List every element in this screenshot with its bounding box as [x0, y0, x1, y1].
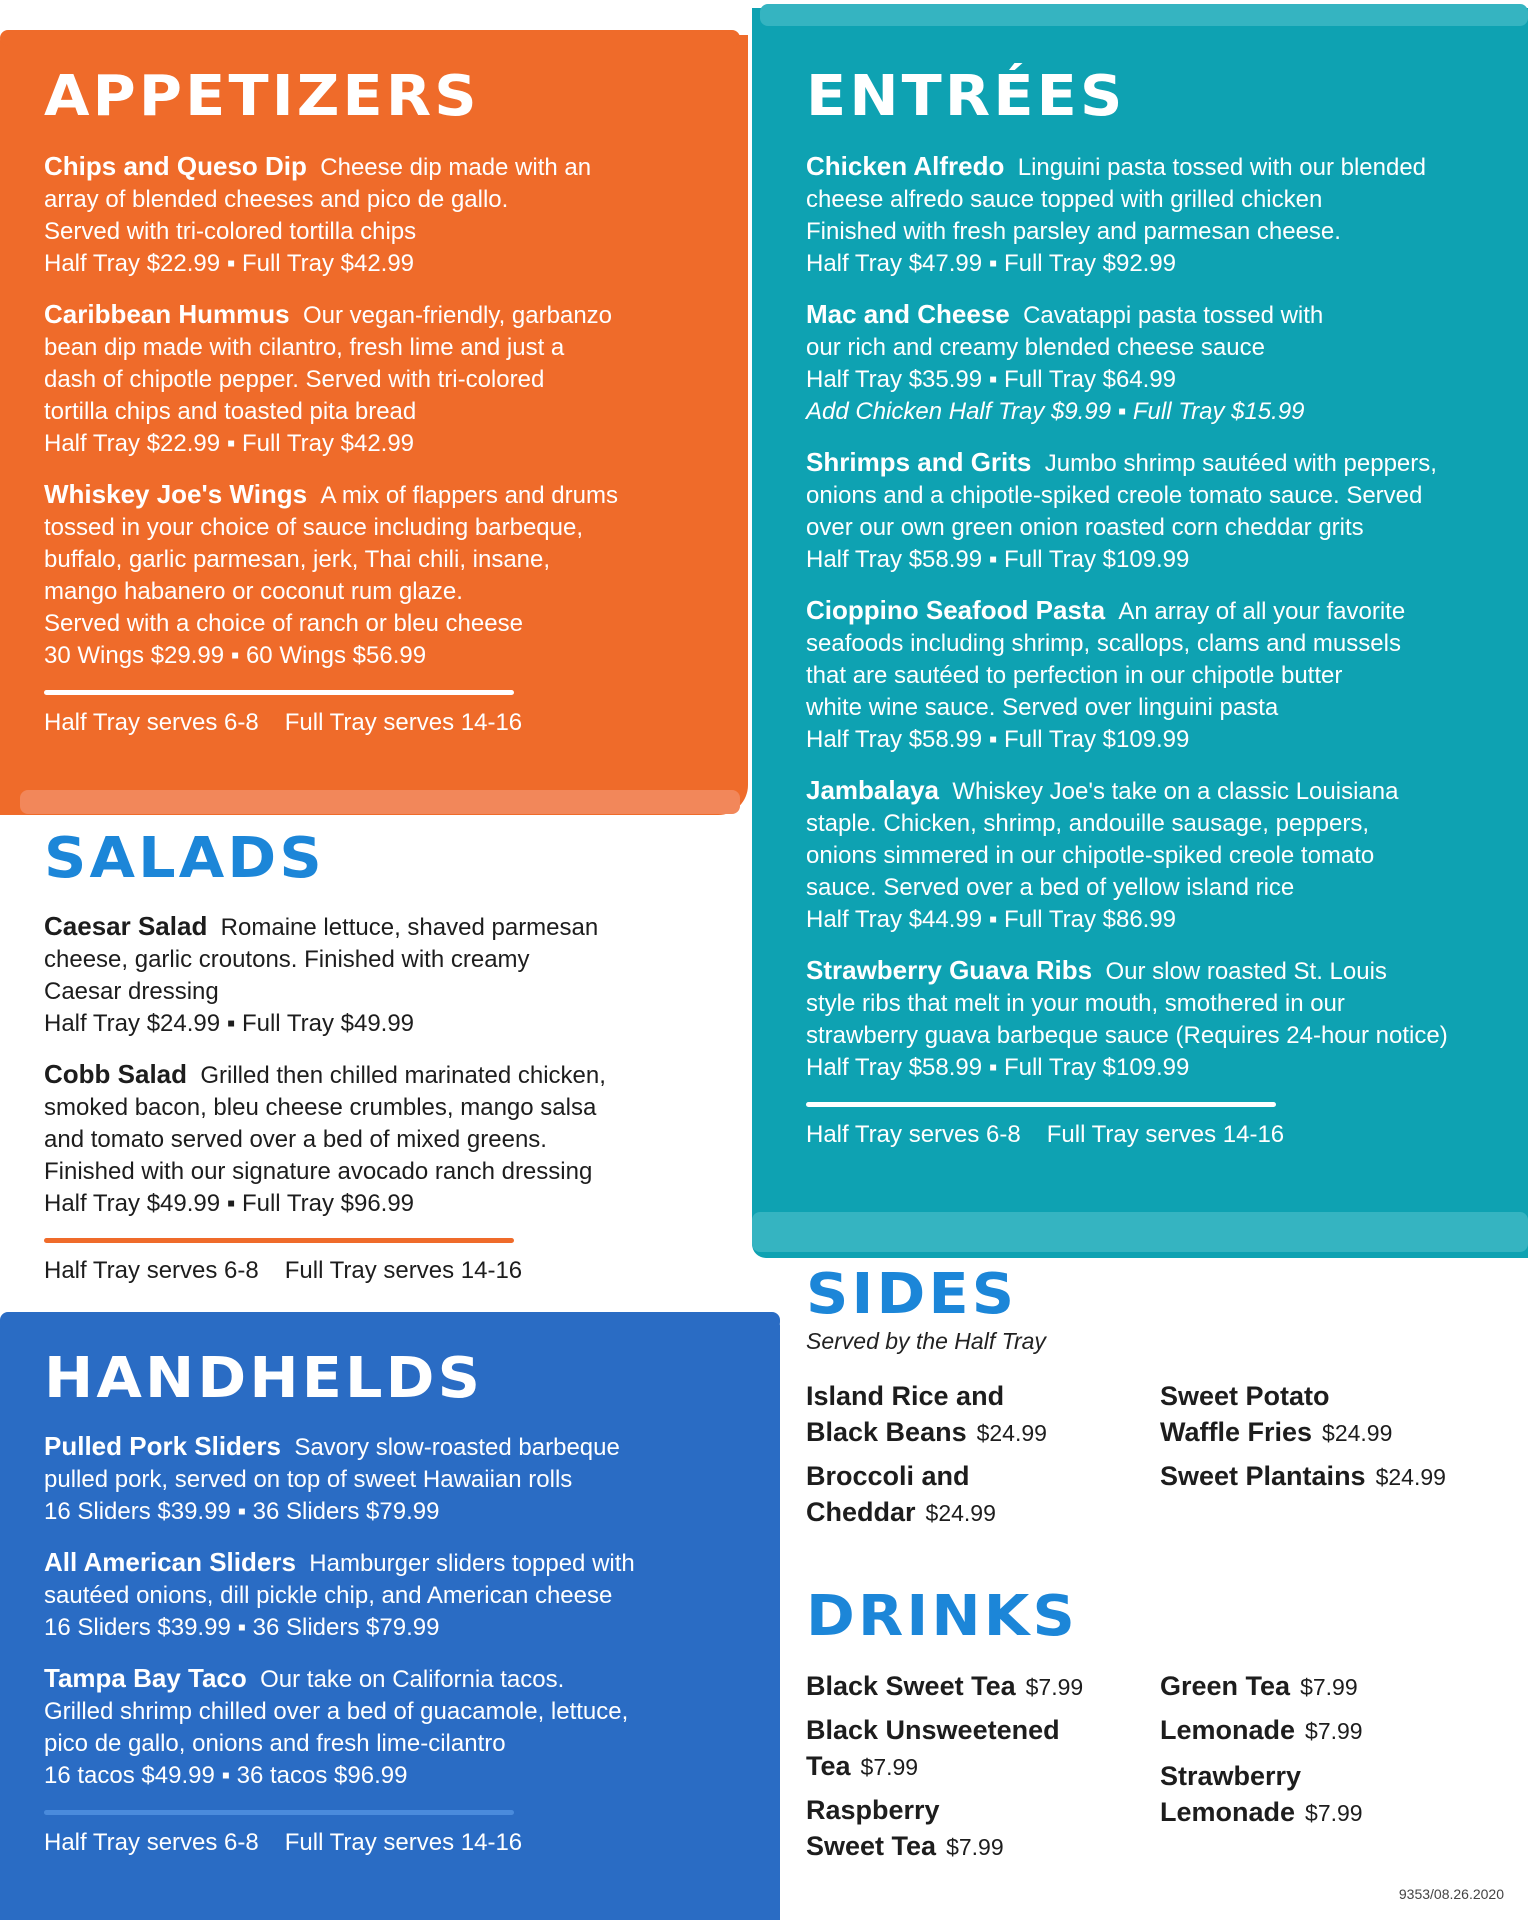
serves-half: Half Tray serves 6-8 [44, 1257, 259, 1284]
side-name: Sweet Potato [1160, 1381, 1330, 1411]
side-price: $24.99 [976, 1420, 1047, 1446]
item-price: 16 Sliders $39.99 ▪ 36 Sliders $79.99 [44, 1498, 440, 1525]
menu-item [806, 150, 1506, 280]
item-desc: Served with a choice of ranch or bleu cheese [44, 610, 523, 637]
menu-item [806, 446, 1506, 576]
item-desc: Cheese dip made with an [320, 154, 592, 181]
item-price: 30 Wings $29.99 ▪ 60 Wings $56.99 [44, 642, 427, 669]
item-name: Caribbean Hummus [44, 299, 290, 329]
item-price: 16 Sliders $39.99 ▪ 36 Sliders $79.99 [44, 1614, 440, 1641]
serves-note [806, 1121, 1506, 1149]
sides-heading: SIDES [806, 1262, 1018, 1327]
side-item [806, 1458, 996, 1531]
brush-edge [20, 790, 740, 814]
item-price: Half Tray $22.99 ▪ Full Tray $42.99 [44, 250, 415, 277]
serves-full: Full Tray serves 14-16 [284, 1829, 523, 1856]
drink-name: Lemonade [1160, 1797, 1296, 1827]
item-desc: Romaine lettuce, shaved parmesan [220, 914, 599, 941]
side-name: Cheddar [806, 1497, 916, 1527]
drinks-heading: DRINKS [806, 1584, 1078, 1649]
serves-note [44, 709, 724, 737]
item-name: Whiskey Joe's Wings [44, 479, 308, 509]
item-desc: Finished with our signature avocado ranch dressing [44, 1158, 593, 1185]
item-name: Cobb Salad [44, 1059, 188, 1089]
side-name: Island Rice and [806, 1381, 1005, 1411]
drink-price: $7.99 [860, 1754, 919, 1780]
item-desc: Cavatappi pasta tossed with [1023, 302, 1324, 329]
item-desc: our rich and creamy blended cheese sauce [806, 334, 1265, 361]
item-name: Caesar Salad [44, 911, 208, 941]
menu-item [44, 1430, 754, 1528]
brush-edge [760, 4, 1528, 26]
item-desc: that are sautéed to perfection in our chipotle butter [806, 662, 1343, 689]
item-name: Mac and Cheese [806, 299, 1010, 329]
drink-item [1160, 1758, 1363, 1831]
item-desc: A mix of flappers and drums [320, 482, 618, 509]
menu-item [44, 298, 724, 460]
brush-edge [0, 1312, 780, 1330]
drink-item [806, 1712, 1060, 1785]
item-name: Shrimps and Grits [806, 447, 1032, 477]
serves-full: Full Tray serves 14-16 [284, 709, 523, 736]
item-name: Strawberry Guava Ribs [806, 955, 1093, 985]
item-price: Half Tray $49.99 ▪ Full Tray $96.99 [44, 1190, 415, 1217]
item-desc: Our take on California tacos. [260, 1666, 565, 1693]
item-desc: cheese, garlic croutons. Finished with creamy [44, 946, 530, 973]
drink-name: Strawberry [1160, 1761, 1302, 1791]
item-desc: Jumbo shrimp sautéed with peppers, [1044, 450, 1437, 477]
item-desc: pulled pork, served on top of sweet Hawaiian rolls [44, 1466, 573, 1493]
drink-name: Black Sweet Tea [806, 1671, 1016, 1701]
item-name: Tampa Bay Taco [44, 1663, 247, 1693]
item-desc: sautéed onions, dill pickle chip, and American cheese [44, 1582, 613, 1609]
drink-name: Raspberry [806, 1795, 940, 1825]
serves-half: Half Tray serves 6-8 [44, 709, 259, 736]
item-desc: Savory slow-roasted barbeque [294, 1434, 620, 1461]
item-price: Half Tray $22.99 ▪ Full Tray $42.99 [44, 430, 415, 457]
item-desc: tossed in your choice of sauce including barbeque, [44, 514, 584, 541]
item-desc: cheese alfredo sauce topped with grilled chicken [806, 186, 1323, 213]
item-desc: Our slow roasted St. Louis [1105, 958, 1387, 985]
menu-item [806, 774, 1506, 936]
item-desc: staple. Chicken, shrimp, andouille sausage, peppers, [806, 810, 1369, 837]
divider [44, 690, 514, 695]
item-price: Half Tray $44.99 ▪ Full Tray $86.99 [806, 906, 1177, 933]
item-desc: onions simmered in our chipotle-spiked creole tomato [806, 842, 1375, 869]
item-desc: bean dip made with cilantro, fresh lime and just a [44, 334, 565, 361]
item-price: 16 tacos $49.99 ▪ 36 tacos $96.99 [44, 1762, 408, 1789]
item-desc: Caesar dressing [44, 978, 219, 1005]
item-desc: style ribs that melt in your mouth, smothered in our [806, 990, 1345, 1017]
salads-section [44, 910, 724, 1285]
item-desc: over our own green onion roasted corn cheddar grits [806, 514, 1364, 541]
item-desc: tortilla chips and toasted pita bread [44, 398, 417, 425]
menu-item [44, 1546, 754, 1644]
sides-subtitle: Served by the Half Tray [806, 1328, 1046, 1354]
side-price: $24.99 [925, 1500, 996, 1526]
item-name: Chips and Queso Dip [44, 151, 307, 181]
item-desc: Grilled then chilled marinated chicken, [200, 1062, 606, 1089]
item-desc: Whiskey Joe's take on a classic Louisiana [952, 778, 1399, 805]
side-item [806, 1378, 1047, 1451]
item-desc: smoked bacon, bleu cheese crumbles, mango salsa [44, 1094, 597, 1121]
item-desc: dash of chipotle pepper. Served with tri-colored [44, 366, 545, 393]
item-name: Jambalaya [806, 775, 939, 805]
entrees-heading: ENTRÉES [806, 64, 1126, 129]
divider [806, 1102, 1276, 1107]
serves-full: Full Tray serves 14-16 [1046, 1121, 1285, 1148]
item-desc: Our vegan-friendly, garbanzo [302, 302, 613, 329]
item-desc: white wine sauce. Served over linguini pasta [806, 694, 1279, 721]
drink-name: Tea [806, 1751, 851, 1781]
serves-note [44, 1257, 724, 1285]
salads-heading: SALADS [44, 826, 325, 891]
side-name: Sweet Plantains [1160, 1461, 1366, 1491]
serves-half: Half Tray serves 6-8 [44, 1829, 259, 1856]
item-desc: Served with tri-colored tortilla chips [44, 218, 417, 245]
serves-half: Half Tray serves 6-8 [806, 1121, 1021, 1148]
brush-edge [752, 1212, 1528, 1252]
menu-item [44, 1662, 754, 1792]
side-name: Broccoli and [806, 1461, 970, 1491]
item-desc: An array of all your favorite [1118, 598, 1406, 625]
menu-item [44, 150, 724, 280]
drink-price: $7.99 [1025, 1674, 1084, 1700]
handhelds-section [44, 1430, 754, 1857]
menu-item [806, 594, 1506, 756]
side-item [1160, 1378, 1392, 1451]
menu-item [806, 298, 1506, 428]
drink-price: $7.99 [1305, 1800, 1363, 1826]
item-name: All American Sliders [44, 1547, 296, 1577]
item-desc: onions and a chipotle-spiked creole tomato sauce. Served [806, 482, 1423, 509]
item-desc: buffalo, garlic parmesan, jerk, Thai chili, insane, [44, 546, 551, 573]
menu-item [806, 954, 1506, 1084]
serves-note [44, 1829, 754, 1857]
drink-name: Lemonade [1160, 1715, 1296, 1745]
side-price: $24.99 [1322, 1420, 1393, 1446]
item-name: Chicken Alfredo [806, 151, 1005, 181]
item-price: Half Tray $58.99 ▪ Full Tray $109.99 [806, 726, 1190, 753]
item-desc: Hamburger sliders topped with [309, 1550, 635, 1577]
drink-item [806, 1668, 1083, 1705]
item-desc: seafoods including shrimp, scallops, clams and mussels [806, 630, 1401, 657]
drink-name: Green Tea [1160, 1671, 1291, 1701]
item-name: Pulled Pork Sliders [44, 1431, 281, 1461]
item-desc: Finished with fresh parsley and parmesan cheese. [806, 218, 1341, 245]
side-price: $24.99 [1375, 1464, 1446, 1490]
item-desc: pico de gallo, onions and fresh lime-cilantro [44, 1730, 506, 1757]
item-desc: and tomato served over a bed of mixed greens. [44, 1126, 547, 1153]
side-item [1160, 1458, 1446, 1495]
print-code: 9353/08.26.2020 [1398, 1886, 1504, 1902]
drink-price: $7.99 [946, 1834, 1004, 1860]
appetizers-section [44, 150, 724, 737]
item-price: Half Tray $35.99 ▪ Full Tray $64.99 [806, 366, 1177, 393]
item-desc: sauce. Served over a bed of yellow island rice [806, 874, 1295, 901]
drink-price: $7.99 [1305, 1718, 1363, 1744]
item-name: Cioppino Seafood Pasta [806, 595, 1106, 625]
item-price: Half Tray $24.99 ▪ Full Tray $49.99 [44, 1010, 415, 1037]
divider [44, 1810, 514, 1815]
item-desc: mango habanero or coconut rum glaze. [44, 578, 463, 605]
item-desc: strawberry guava barbeque sauce (Requires 24-hour notice) [806, 1022, 1448, 1049]
item-price: Half Tray $58.99 ▪ Full Tray $109.99 [806, 546, 1190, 573]
side-name: Black Beans [806, 1417, 967, 1447]
drink-item [1160, 1668, 1358, 1705]
menu-item [44, 910, 724, 1040]
drink-name: Sweet Tea [806, 1831, 937, 1861]
item-price: Half Tray $47.99 ▪ Full Tray $92.99 [806, 250, 1177, 277]
menu-item [44, 478, 724, 672]
drink-item [806, 1792, 1004, 1865]
entrees-section [806, 150, 1506, 1149]
item-desc: Grilled shrimp chilled over a bed of guacamole, lettuce, [44, 1698, 629, 1725]
item-desc: array of blended cheeses and pico de gallo. [44, 186, 509, 213]
side-name: Waffle Fries [1160, 1417, 1313, 1447]
appetizers-heading: APPETIZERS [44, 64, 480, 129]
serves-full: Full Tray serves 14-16 [284, 1257, 523, 1284]
item-price: Half Tray $58.99 ▪ Full Tray $109.99 [806, 1054, 1190, 1081]
brush-edge [0, 30, 740, 46]
drink-price: $7.99 [1300, 1674, 1358, 1700]
item-desc: Linguini pasta tossed with our blended [1017, 154, 1427, 181]
menu-item [44, 1058, 724, 1220]
item-addon: Add Chicken Half Tray $9.99 ▪ Full Tray $15.99 [806, 398, 1305, 425]
drink-name: Black Unsweetened [806, 1715, 1060, 1745]
handhelds-heading: HANDHELDS [44, 1346, 484, 1411]
drink-item [1160, 1712, 1363, 1749]
divider [44, 1238, 514, 1243]
